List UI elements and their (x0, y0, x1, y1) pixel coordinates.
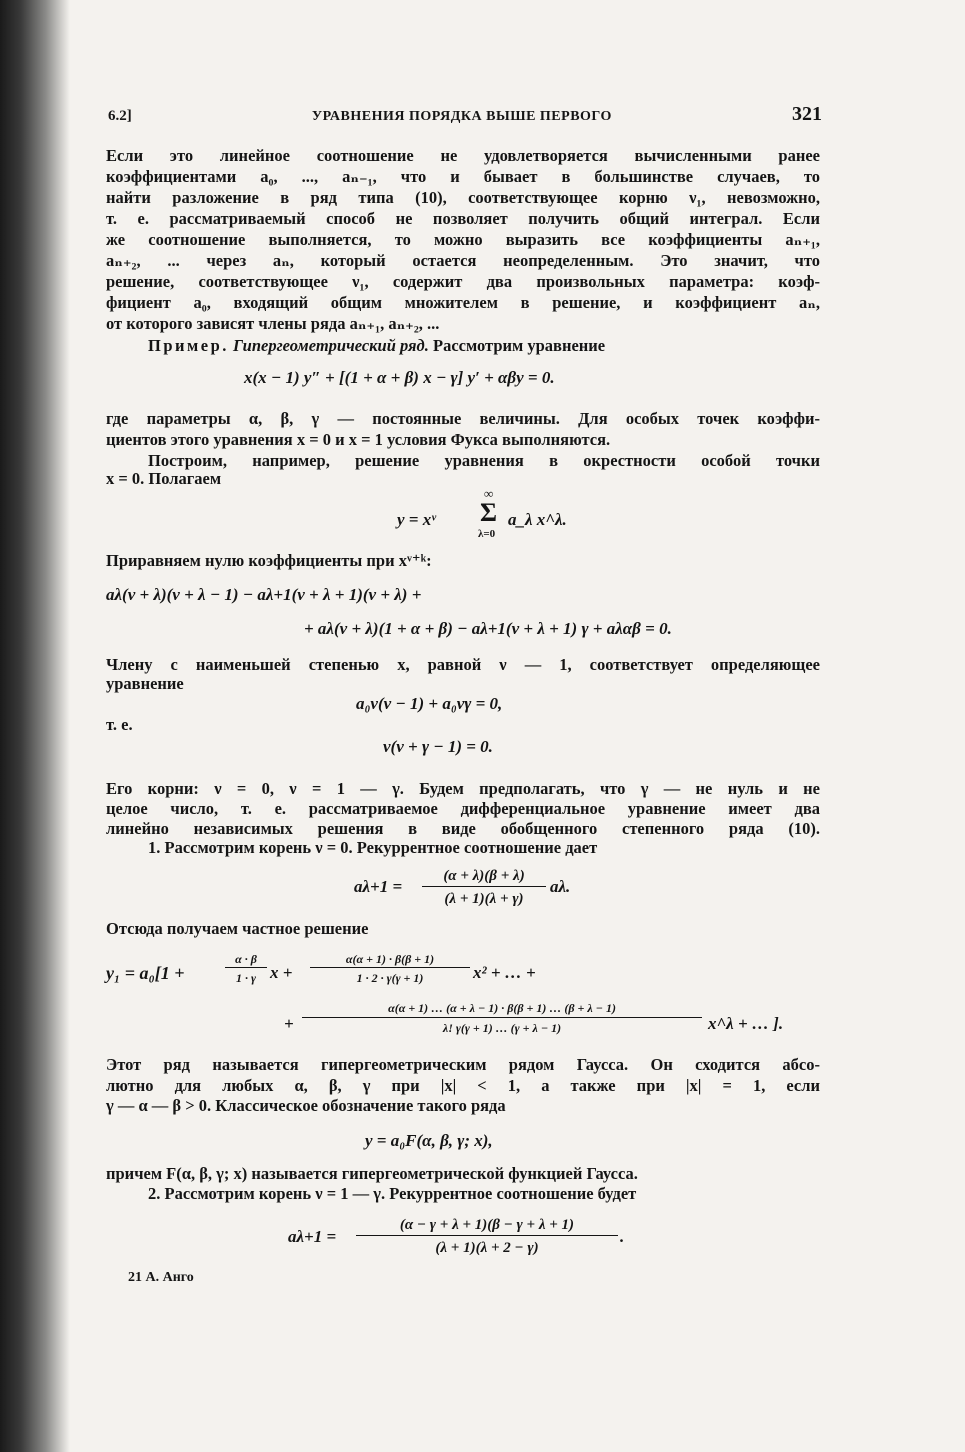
text-line: решение, соответствующее ν₁, содержит два произвольных параметра: коэф- (106, 272, 820, 291)
equation-coeff-line-2: + aλ(ν + λ)(1 + α + β) − aλ+1(ν + λ + 1) γ + aλαβ = 0. (304, 619, 672, 638)
text-line: γ — α — β > 0. Классическое обозначение такого ряда (106, 1096, 506, 1115)
recurrence-lhs: aλ+1 = (354, 877, 403, 896)
text-line: Если это линейное соотношение не удовлетворяется вычисленными ранее (106, 146, 820, 165)
equation-series-rhs: a_λ x^λ. (508, 510, 567, 529)
chapter-title: УРАВНЕНИЯ ПОРЯДКА ВЫШЕ ПЕРВОГО (311, 109, 612, 124)
text-line: лютно для любых α, β, γ при |x| < 1, а также при |x| = 1, если (106, 1076, 820, 1095)
recurrence-denominator: (λ + 1)(λ + γ) (444, 891, 524, 907)
recurrence2-denominator: (λ + 1)(λ + 2 − γ) (435, 1240, 539, 1256)
text-te: т. е. (106, 715, 133, 734)
text-line: Отсюда получаем частное решение (106, 919, 369, 938)
page-footer-signature: 21 А. Анго (128, 1270, 194, 1285)
text-line: 2. Рассмотрим корень ν = 1 — γ. Рекуррентное соотношение будет (148, 1184, 637, 1203)
recurrence-numerator: (α + λ)(β + λ) (422, 866, 546, 887)
solution-lhs: y₁ = a₀[1 + (106, 963, 185, 983)
sum-upper-limit: ∞ (484, 486, 494, 501)
sum-symbol: Σ (480, 498, 497, 527)
solution-line2-tail: x^λ + … ]. (708, 1014, 784, 1033)
text-line: aₙ₊₂, ... через aₙ, который остается неопределенным. Это значит, что (106, 251, 820, 270)
solution-frac1-denominator: 1 · γ (236, 971, 256, 985)
equation-series-lhs: y = xᵛ (397, 510, 436, 529)
equation-hypergeometric: x(x − 1) y″ + [(1 + α + β) x − γ] y′ + αβy = 0. (244, 368, 555, 387)
text-line: Члену с наименьшей степенью x, равной ν — 1, соответствует определяющее (106, 655, 820, 674)
text-line: циентов этого уравнения x = 0 и x = 1 условия Фукса выполняются. (106, 430, 611, 449)
text-line: фициент a₀, входящий общим множителем в решение, и коэффициент aₙ, (106, 293, 820, 312)
text-line: же соотношение выполняется, то можно выразить все коэффициенты aₙ₊₁, (106, 230, 820, 249)
solution-general-numerator: α(α + 1) … (α + λ − 1) · β(β + 1) … (β + λ − 1) (302, 1000, 702, 1018)
text-line: Его корни: ν = 0, ν = 1 — γ. Будем предполагать, что γ — не нуль и не (106, 779, 820, 798)
equation-indicial-roots: ν(ν + γ − 1) = 0. (383, 737, 493, 756)
solution-mid: x + (270, 963, 293, 982)
equation-indicial: a₀ν(ν − 1) + a₀νγ = 0, (356, 694, 503, 713)
recurrence-rhs: aλ. (550, 877, 571, 896)
example-title: Гипергеометрический ряд. (233, 336, 429, 355)
text-line: найти разложение в ряд типа (10), соответствующее корню ν₁, невозможно, (106, 188, 820, 207)
text-line: Построим, например, решение уравнения в окрестности особой точки (148, 451, 820, 470)
equation-gauss-notation: y = a₀F(α, β, γ; x), (365, 1131, 493, 1150)
equation-coeff-line-1: aλ(ν + λ)(ν + λ − 1) − aλ+1(ν + λ + 1)(ν + λ) + (106, 585, 422, 604)
text-line: уравнение (106, 674, 184, 693)
text-line: Приравняем нулю коэффициенты при xᵛ⁺ᵏ: (106, 551, 432, 570)
running-header (108, 103, 822, 129)
solution-line2-plus: + (284, 1014, 294, 1033)
text-line: коэффициентами a₀, ..., aₙ₋₁, что и бывает в большинстве случаев, то (106, 167, 820, 186)
recurrence2-rhs: . (620, 1227, 625, 1246)
text-line: причем F(α, β, γ; x) называется гипергеометрической функцией Гаусса. (106, 1164, 638, 1183)
example-rest: Рассмотрим уравнение (432, 336, 606, 355)
section-number: 6.2] (108, 108, 132, 124)
solution-general-denominator: λ! γ(γ + 1) … (γ + λ − 1) (442, 1021, 562, 1035)
solution-tail: x² + … + (473, 963, 536, 982)
recurrence2-lhs: aλ+1 = (288, 1227, 337, 1246)
solution-frac1-numerator: α · β (225, 951, 267, 968)
text-line: т. е. рассматриваемый способ не позволяет получить общий интеграл. Если (106, 209, 820, 228)
text-line: целое число, т. е. рассматриваемое дифференциальное уравнение имеет два (106, 799, 820, 818)
example-heading (148, 336, 820, 356)
text-line: 1. Рассмотрим корень ν = 0. Рекуррентное соотношение дает (148, 838, 598, 857)
example-word: Пример. (148, 336, 229, 355)
recurrence2-numerator: (α − γ + λ + 1)(β − γ + λ + 1) (356, 1215, 618, 1236)
text-line: x = 0. Полагаем (106, 469, 222, 488)
text-line: линейно независимых решения в виде обобщенного степенного ряда (10). (106, 819, 820, 838)
solution-frac2-numerator: α(α + 1) · β(β + 1) (310, 951, 470, 968)
sum-lower-limit: λ=0 (478, 528, 496, 540)
solution-frac2-denominator: 1 · 2 · γ(γ + 1) (356, 971, 424, 985)
text-line: Этот ряд называется гипергеометрическим рядом Гаусса. Он сходится абсо- (106, 1055, 820, 1074)
text-line: где параметры α, β, γ — постоянные величины. Для особых точек коэффи- (106, 409, 820, 428)
page-number: 321 (792, 103, 822, 125)
text-line: от которого зависят члены ряда aₙ₊₁, aₙ₊₂, ... (106, 314, 440, 333)
